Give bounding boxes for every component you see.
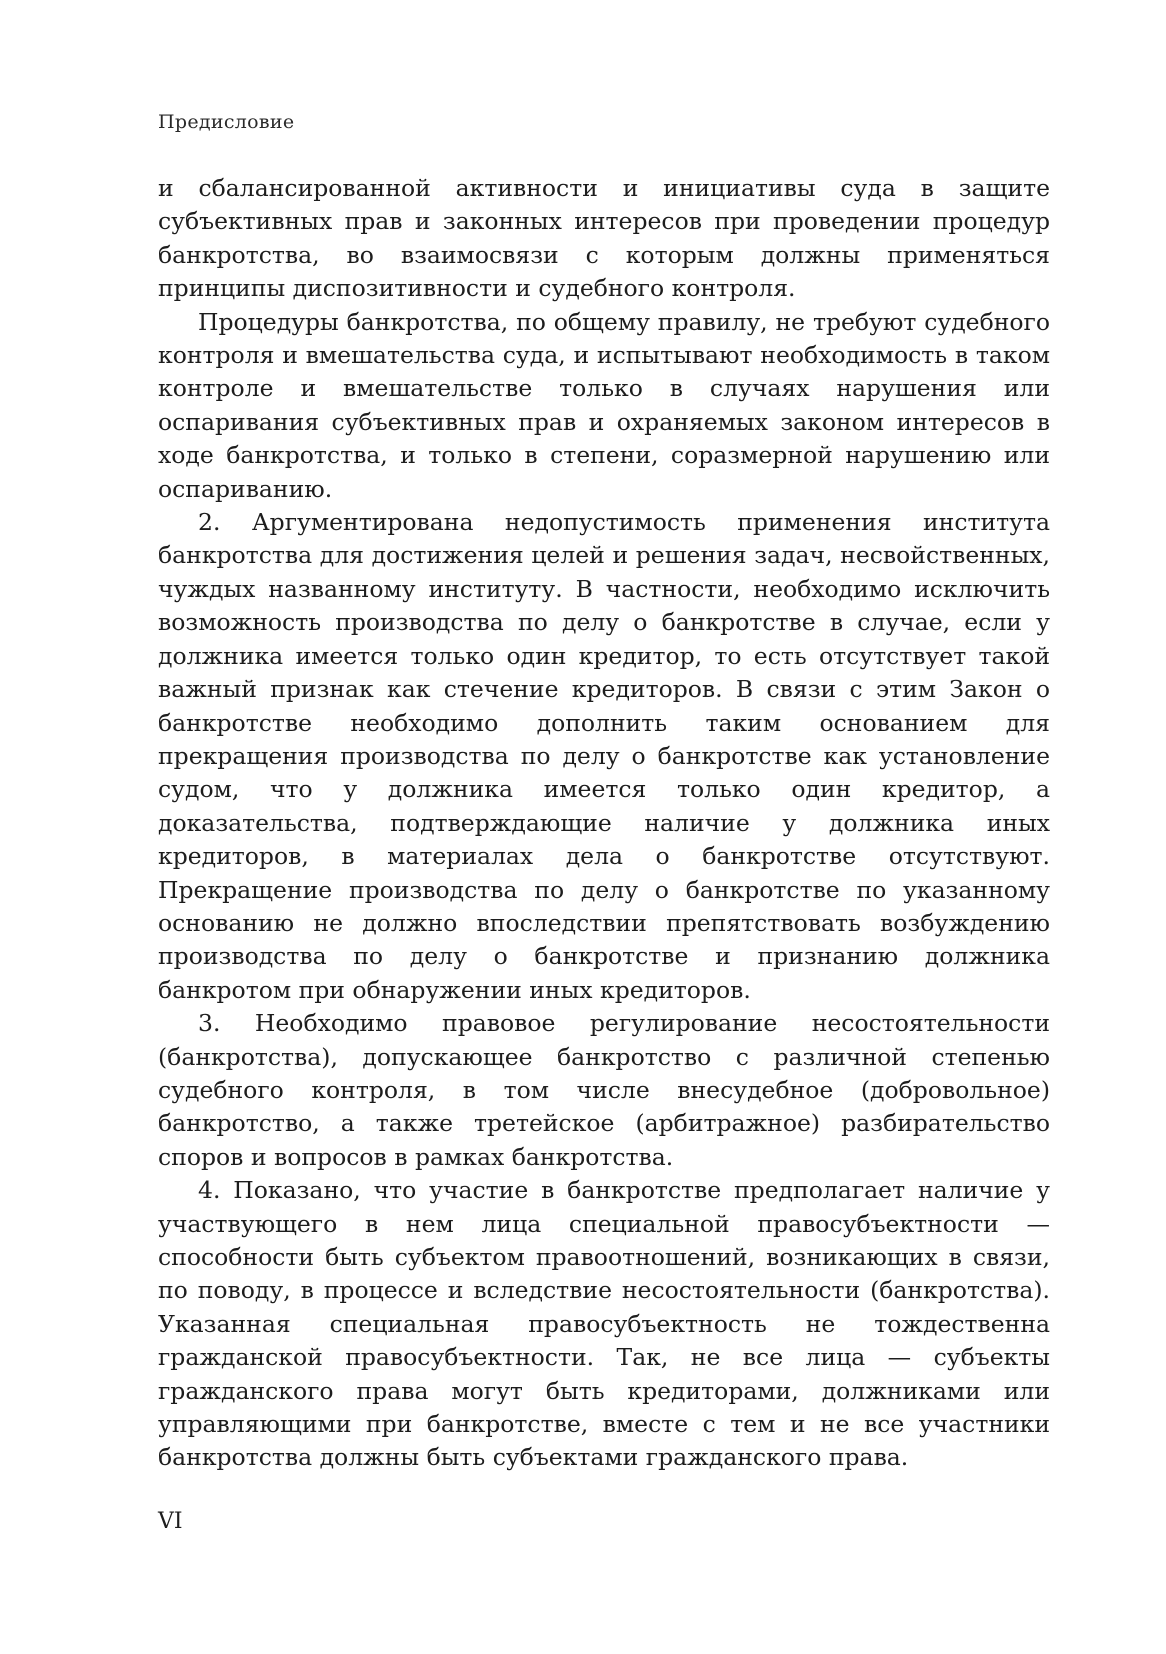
- paragraph-point-2: 2. Аргументирована недопустимость применения института банкротства для достижения целей и решения задач, несвойственных, чуждых названному институту. В частности, необходимо исключить возможность производства по делу о банкротстве в случае, если у должника имеется только один кредитор, то есть отсутствует такой важный признак как стечение кредиторов. В связи с этим Закон о банкротстве необходимо дополнить таким основанием для прекращения производства по делу о банкротстве как установление судом, что у должника имеется только один кредитор, а доказательства, подтверждающие наличие у должника иных кредиторов, в материалах дела о банкротстве отсутствуют. Прекращение производства по делу о банкротстве по указанному основанию не должно впоследствии препятствовать возбуждению производства по делу о банкротстве и признанию должника банкротом при обнаружении иных кредиторов.: [158, 508, 1050, 1004]
- paragraph-point-4: 4. Показано, что участие в банкротстве предполагает наличие у участвующего в нем лица специальной правосубъектности — способности быть субъектом правоотношений, возникающих в связи, по поводу, в процессе и вследствие несостоятельности (банкротства). Указанная специальная правосубъектность не тождественна гражданской правосубъектности. Так, не все лица — субъекты гражданского права могут быть кредиторами, должниками или управляющими при банкротстве, вместе с тем и не все участники банкротства должны быть субъектами гражданского права.: [158, 1176, 1050, 1472]
- paragraph-judicial-control: Процедуры банкротства, по общему правилу, не требуют судебного контроля и вмешательства суда, и испытывают необходимость в таком контроле и вмешательстве только в случаях нарушения или оспаривания субъективных прав и охраняемых законом интересов в ходе банкротства, и только в степени, соразмерной нарушению или оспариванию.: [158, 307, 1050, 503]
- paragraph-point-3: 3. Необходимо правовое регулирование несостоятельности (банкротства), допускающее банкротство с различной степенью судебного контроля, в том числе внесудебное (добровольное) банкротство, а также третейское (арбитражное) разбирательство споров и вопросов в рамках банкротства.: [158, 1009, 1050, 1171]
- running-head-title: Предисловие: [158, 111, 295, 133]
- page-number: VI: [158, 1509, 183, 1534]
- body-text: [158, 172, 1050, 1475]
- paragraph-continuation: и сбалансированной активности и инициативы суда в защите субъективных прав и законных интересов при проведении процедур банкротства, во взаимосвязи с которым должны применяться принципы диспозитивности и судебного контроля.: [158, 174, 1050, 303]
